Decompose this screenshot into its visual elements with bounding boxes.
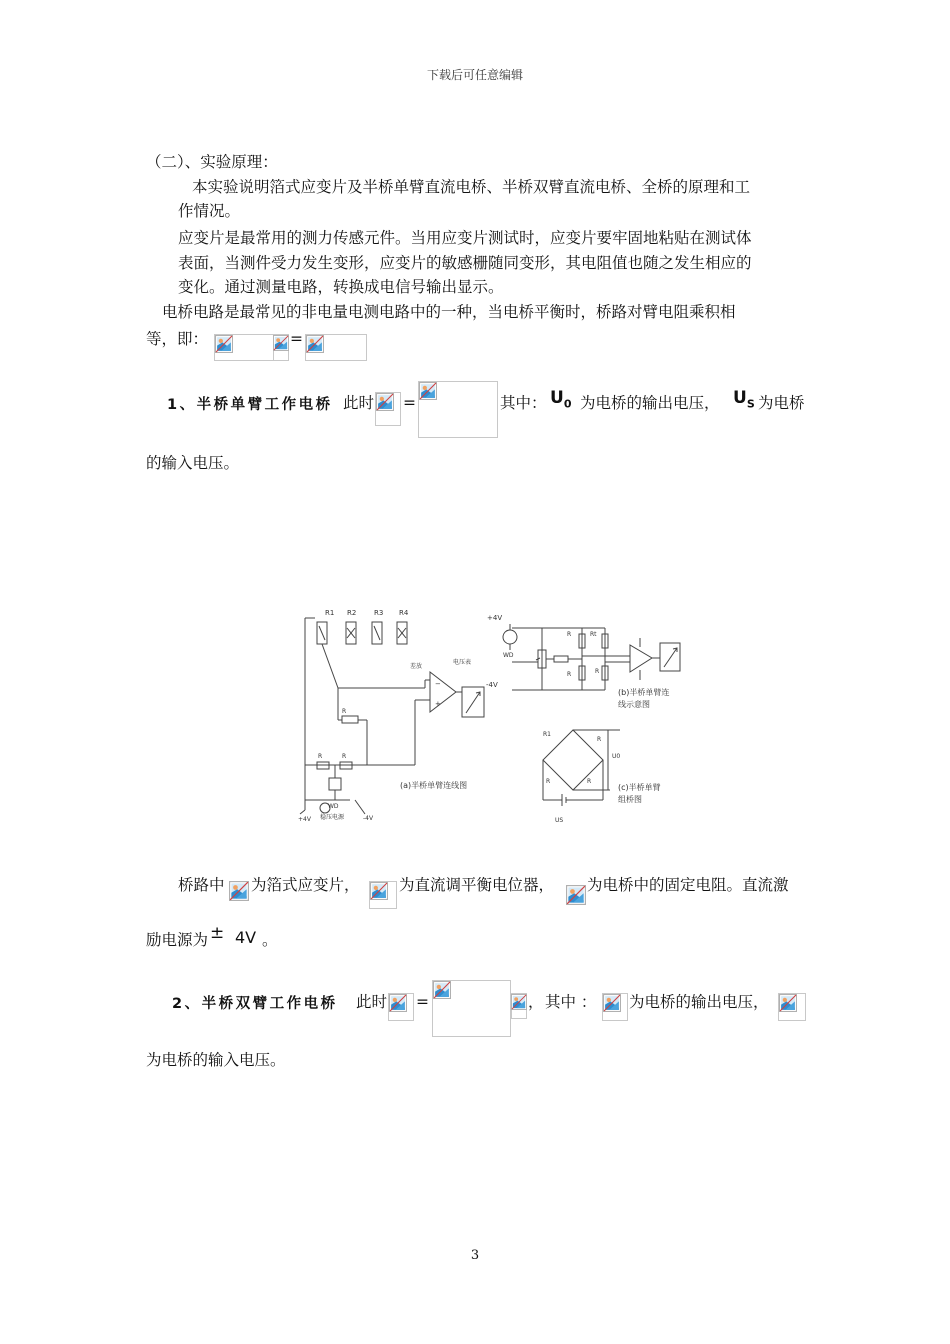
item2-comma: ， (528, 993, 544, 1011)
item2-ci-shi: 此时 (356, 993, 388, 1011)
item1-u0-desc: 为电桥的输出电压， (580, 394, 720, 412)
label-wd-top: WD (503, 652, 514, 659)
item1-ci-shi: 此时 (343, 394, 375, 412)
label-r: R (567, 631, 572, 638)
broken-image-icon (433, 981, 451, 999)
label-rt: Rt (590, 631, 597, 638)
plus-minus: ± (210, 923, 225, 943)
label-r4: R4 (399, 609, 409, 617)
broken-image-icon (779, 994, 797, 1012)
bridge-text-d: 为电桥中的固定电阻。直流激 (587, 876, 789, 894)
label-r: R (595, 668, 600, 675)
u0-symbol: $U_0$ (550, 388, 572, 411)
page-number: 3 (470, 1248, 480, 1263)
caption-c-1: (c)半桥单臂 (618, 783, 661, 792)
label-wd-bot: WD (328, 803, 339, 810)
bridge-text-c: 为直流调平衡电位器， (399, 876, 555, 894)
label-r: R (597, 736, 602, 743)
broken-image-icon (215, 335, 233, 353)
para1-line1: 本实验说明箔式应变片及半桥单臂直流电桥、半桥双臂直流电桥、全桥的原理和工 (192, 178, 751, 196)
para3-line2: 等，即： (146, 330, 209, 348)
bridge-line2-a: 励电源为 (146, 931, 209, 949)
svg-text:+: + (435, 700, 441, 708)
para3-line1: 电桥电路是最常见的非电量电测电路中的一种，当电桥平衡时，桥路对臂电阻乘积相 (162, 303, 736, 321)
label-r1-bridge: R1 (543, 731, 551, 738)
caption-c-2: 组桥图 (618, 795, 642, 804)
bridge-text-b: 为箔式应变片， (251, 876, 360, 894)
para2-line3: 变化。通过测量电路，转换成电信号输出显示。 (178, 278, 504, 296)
item2-out-desc: 为电桥的输出电压， (629, 993, 769, 1011)
label-r: R (318, 753, 323, 760)
label-minus4v-bot: -4V (363, 815, 374, 822)
label-r: R (342, 708, 347, 715)
equals-sign: = (403, 394, 416, 412)
broken-image-icon (511, 994, 527, 1010)
label-meter: 电压表 (453, 659, 472, 666)
label-r3: R3 (374, 609, 384, 617)
item2-line2: 为电桥的输入电压。 (146, 1051, 286, 1069)
para2-line2: 表面，当测件受力发生变形，应变片的敏感栅随同变形，其电阻值也随之发生相应的 (178, 254, 752, 272)
broken-image-icon (389, 994, 407, 1012)
broken-image-icon (306, 335, 324, 353)
broken-image-icon (419, 382, 437, 400)
caption-b-2: 线示意图 (618, 700, 650, 709)
label-minus4v-mid: -4V (486, 681, 498, 689)
broken-image-icon (273, 335, 289, 351)
page-header: 下载后可任意编辑 (426, 68, 523, 82)
caption-a: (a)半桥单臂连线图 (400, 781, 468, 790)
para2-line1: 应变片是最常用的测力传感元件。当用应变片测试时，应变片要牢固地粘贴在测试体 (178, 229, 752, 247)
label-amp: 差放 (410, 663, 423, 670)
para1-line2: 作情况。 (178, 202, 241, 220)
circuit-diagram (290, 600, 710, 835)
item1-line2: 的输入电压。 (146, 454, 240, 472)
broken-image-icon (229, 881, 249, 901)
section-title: （二）、实验原理： (146, 153, 278, 171)
label-plus4v-bot: +4V (298, 816, 311, 823)
bridge-line2-end: 。 (262, 931, 278, 949)
label-us: US (555, 817, 564, 824)
label-r1: R1 (325, 609, 335, 617)
label-r: R (342, 753, 347, 760)
equals-sign: = (290, 330, 303, 348)
label-r: R (567, 671, 572, 678)
label-r2: R2 (347, 609, 357, 617)
item2-qi-zhong: 其中 ： (545, 993, 597, 1011)
item1-us-desc: 为电桥 (758, 394, 805, 412)
broken-image-icon (370, 882, 388, 900)
label-r: R (587, 778, 592, 785)
equals-sign: = (416, 993, 429, 1011)
label-regulated: 稳压电源 (320, 814, 345, 821)
item1-qi-zhong: 其中： (500, 394, 547, 412)
broken-image-icon (376, 393, 394, 411)
label-plus4v-top: +4V (487, 614, 503, 622)
label-r: R (546, 778, 551, 785)
voltage-value: 4V (235, 928, 257, 947)
bridge-text-a: 桥路中 (178, 876, 225, 894)
us-symbol: $U_S$ (733, 388, 755, 411)
item2-title: 2、半桥双臂工作电桥 (172, 996, 338, 1012)
caption-b-1: (b)半桥单臂连 (618, 688, 670, 697)
label-u0: U0 (612, 753, 621, 760)
broken-image-icon (566, 885, 586, 905)
svg-text:−: − (435, 680, 441, 688)
broken-image-icon (603, 994, 621, 1012)
item1-title: 1、半桥单臂工作电桥 (167, 397, 333, 413)
